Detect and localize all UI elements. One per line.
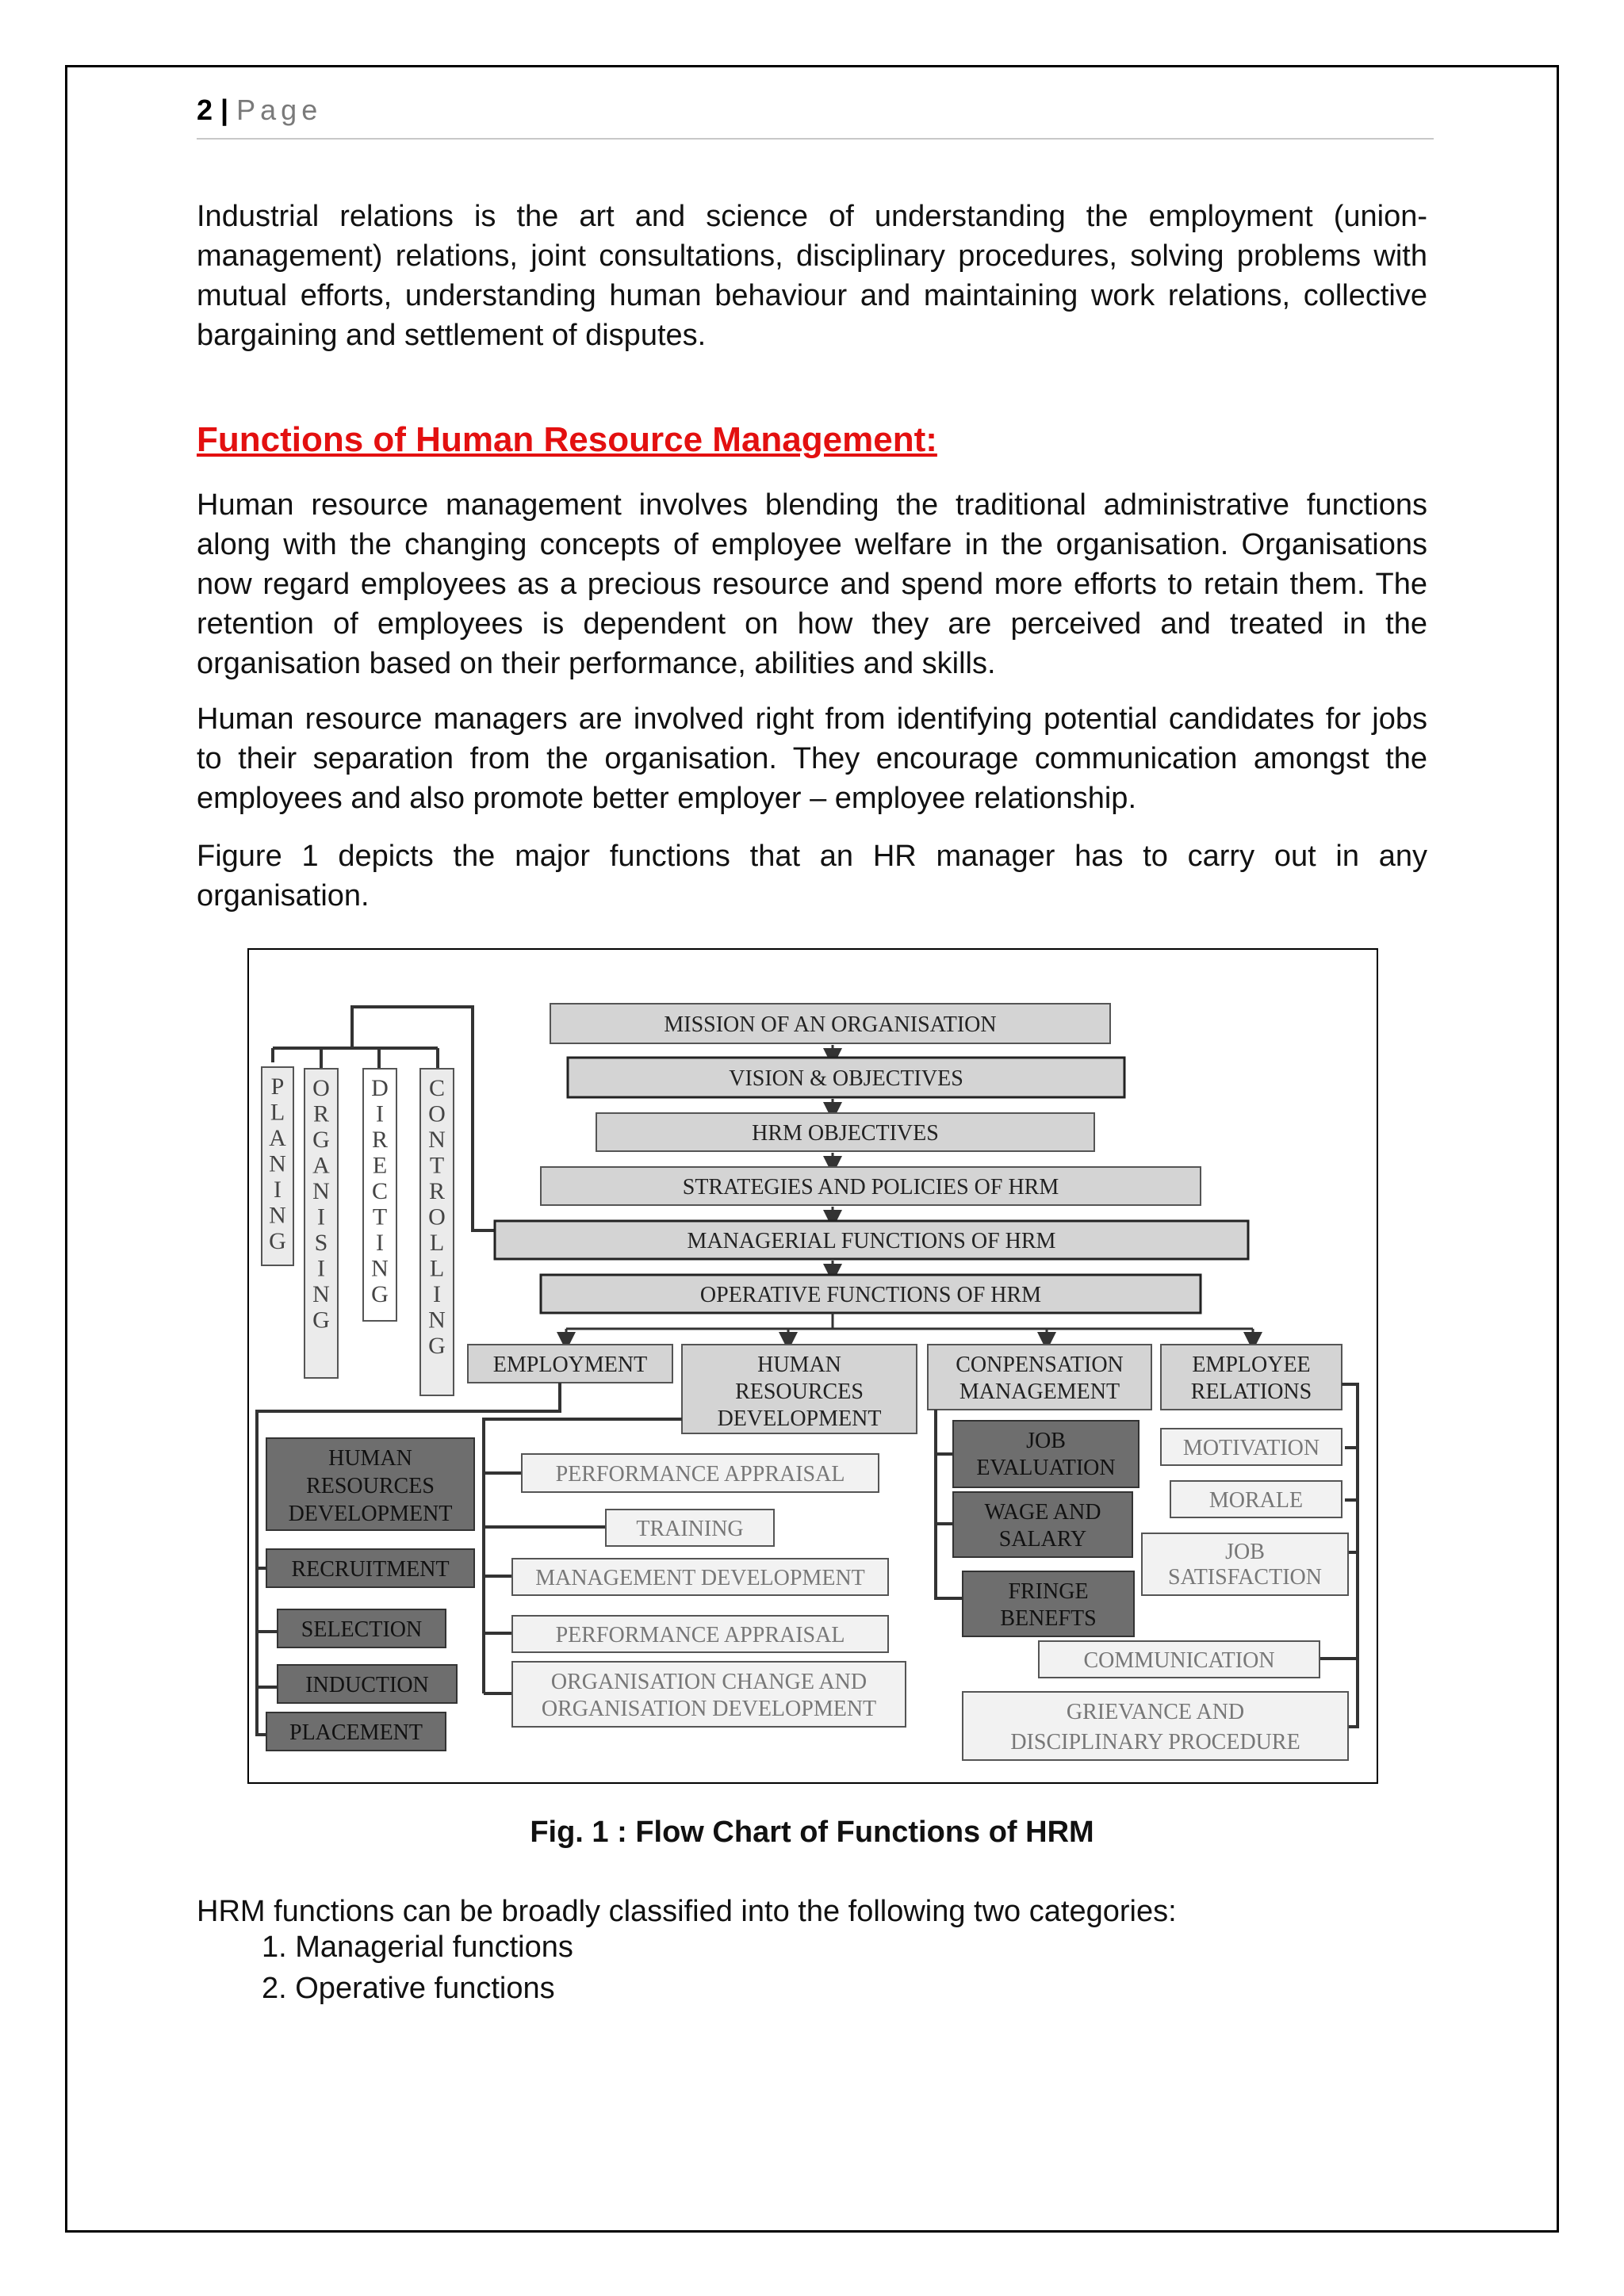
item-text: RECRUITMENT — [291, 1557, 450, 1582]
paragraph-figure-ref: Figure 1 depicts the major functions that an HR manager has to carry out in any organisation. — [197, 840, 1427, 913]
compensation-item-wage-salary — [953, 1492, 1132, 1557]
item-text: SATISFACTION — [1168, 1565, 1322, 1590]
vertical-text: O R G A N I S I N G — [312, 1075, 330, 1334]
item-text: COMMUNICATION — [1083, 1648, 1275, 1673]
page-header — [197, 94, 1434, 140]
hrm-flow-chart — [247, 948, 1378, 1784]
item-text: FRINGE — [1008, 1579, 1089, 1604]
compensation-item-job-evaluation — [953, 1421, 1139, 1487]
item-text: JOB — [1225, 1540, 1265, 1564]
employment-item-induction — [278, 1665, 457, 1703]
hierarchy-text: MANAGERIAL FUNCTIONS OF HRM — [687, 1229, 1056, 1253]
paragraph-hrm-intro: Human resource management involves blending the traditional administrative functions along with the changing concepts of employee welfare in the organisation. Organisations now regard employees as a precious resource and spend more efforts to retain them. The retention of employees is dependent on how they are perceived and treated in the organisation based on their performance, abilities and skills. — [197, 488, 1427, 680]
item-text: RESOURCES — [306, 1474, 435, 1498]
hierarchy-text: MISSION OF AN ORGANISATION — [664, 1012, 997, 1037]
vertical-label-planing — [262, 1067, 293, 1265]
head-text: CONPENSATION — [956, 1353, 1124, 1377]
head-text: DEVELOPMENT — [717, 1406, 882, 1431]
employment-item-hrd — [266, 1438, 474, 1530]
item-text: PERFORMANCE APPRAISAL — [555, 1462, 845, 1487]
employment-item-recruitment — [266, 1549, 474, 1587]
paragraph-industrial-relations: Industrial relations is the art and science of understanding the employment (union-management) relations, joint consultations, disciplinary procedures, solving problems with mutual efforts, understanding human behaviour and maintaining work relations, collective bargaining and settlement of disputes. — [197, 200, 1427, 352]
head-text: EMPLOYMENT — [492, 1353, 648, 1377]
item-text: HUMAN — [328, 1446, 412, 1471]
figure-caption: Fig. 1 : Flow Chart of Functions of HRM — [530, 1816, 1094, 1849]
item-text: BENEFTS — [1000, 1606, 1097, 1631]
item-text: ORGANISATION CHANGE AND — [550, 1670, 868, 1694]
head-employment — [468, 1345, 672, 1383]
list-item: 1. Managerial functions — [262, 1931, 573, 1964]
item-text: PERFORMANCE APPRAISAL — [555, 1623, 845, 1647]
head-text: MANAGEMENT — [959, 1380, 1120, 1404]
vertical-label-organising — [304, 1069, 338, 1378]
item-text: SALARY — [998, 1527, 1087, 1552]
vertical-text: C O N T R O L L I N G — [428, 1075, 446, 1359]
hrd-item-org-change — [512, 1662, 906, 1727]
operative-connectors — [566, 1313, 1253, 1341]
item-text: TRAINING — [636, 1517, 744, 1541]
item-text: PLACEMENT — [289, 1720, 423, 1745]
page-separator: | — [220, 94, 229, 126]
section-heading: Functions of Human Resource Management: — [197, 420, 937, 459]
item-text: ORGANISATION DEVELOPMENT — [541, 1697, 877, 1721]
hierarchy-strategies — [541, 1167, 1201, 1205]
item-text: INDUCTION — [305, 1673, 429, 1697]
item-text: SELECTION — [301, 1617, 423, 1642]
hierarchy-text: HRM OBJECTIVES — [752, 1121, 939, 1146]
hrd-item-performance-appraisal-2 — [512, 1616, 888, 1652]
list-item: 2. Operative functions — [262, 1972, 555, 2005]
item-text: EVALUATION — [976, 1456, 1116, 1480]
item-text: DEVELOPMENT — [288, 1502, 453, 1526]
vertical-label-controlling — [420, 1069, 454, 1395]
relations-item-communication — [1039, 1641, 1320, 1678]
hrd-item-performance-appraisal-1 — [522, 1454, 879, 1492]
hierarchy-hrm-objectives — [596, 1113, 1094, 1151]
relations-item-motivation — [1161, 1429, 1342, 1465]
item-text: GRIEVANCE AND — [1066, 1700, 1245, 1724]
hierarchy-vision — [568, 1058, 1124, 1097]
vertical-text: D I R E C T I N G — [371, 1075, 389, 1307]
head-text: RELATIONS — [1190, 1380, 1312, 1404]
relations-item-morale — [1170, 1481, 1342, 1517]
hierarchy-operative-functions — [541, 1275, 1201, 1313]
employment-item-placement — [266, 1712, 446, 1751]
item-text: MORALE — [1208, 1488, 1304, 1513]
employment-item-selection — [278, 1609, 446, 1647]
paragraph-hr-managers: Human resource managers are involved right from identifying potential candidates for jobs to their separation from the organisation. They encourage communication amongst the employees and also promote better employer – employee relationship. — [197, 702, 1427, 815]
vertical-label-directing — [363, 1069, 396, 1321]
relations-item-job-satisfaction — [1142, 1533, 1348, 1595]
head-text: HUMAN — [757, 1353, 841, 1377]
relations-item-grievance — [963, 1692, 1348, 1760]
item-text: JOB — [1026, 1429, 1066, 1453]
head-text: RESOURCES — [735, 1380, 864, 1404]
item-text: DISCIPLINARY PROCEDURE — [1010, 1730, 1300, 1755]
head-hrd — [682, 1345, 917, 1433]
item-text: MOTIVATION — [1182, 1436, 1320, 1460]
hrd-item-training — [606, 1510, 774, 1546]
page-label: Page — [236, 94, 323, 126]
page-number: 2 — [197, 94, 213, 126]
hierarchy-mission — [550, 1004, 1110, 1043]
vertical-text: P L A N I N G — [269, 1073, 286, 1254]
hierarchy-text: STRATEGIES AND POLICIES OF HRM — [682, 1175, 1059, 1200]
categories-list — [262, 1927, 573, 2009]
head-employee-relations — [1161, 1345, 1342, 1410]
classification-intro: HRM functions can be broadly classified into the following two categories: — [197, 1895, 1177, 1928]
item-text: MANAGEMENT DEVELOPMENT — [535, 1566, 865, 1590]
head-compensation — [928, 1345, 1151, 1410]
hierarchy-text: OPERATIVE FUNCTIONS OF HRM — [699, 1283, 1042, 1307]
item-text: WAGE AND — [984, 1500, 1101, 1525]
hierarchy-managerial-functions — [495, 1221, 1248, 1259]
hierarchy-text: VISION & OBJECTIVES — [729, 1066, 963, 1091]
head-text: EMPLOYEE — [1192, 1353, 1311, 1377]
hrd-item-management-development — [512, 1559, 888, 1595]
compensation-item-fringe-benefits — [963, 1571, 1134, 1636]
